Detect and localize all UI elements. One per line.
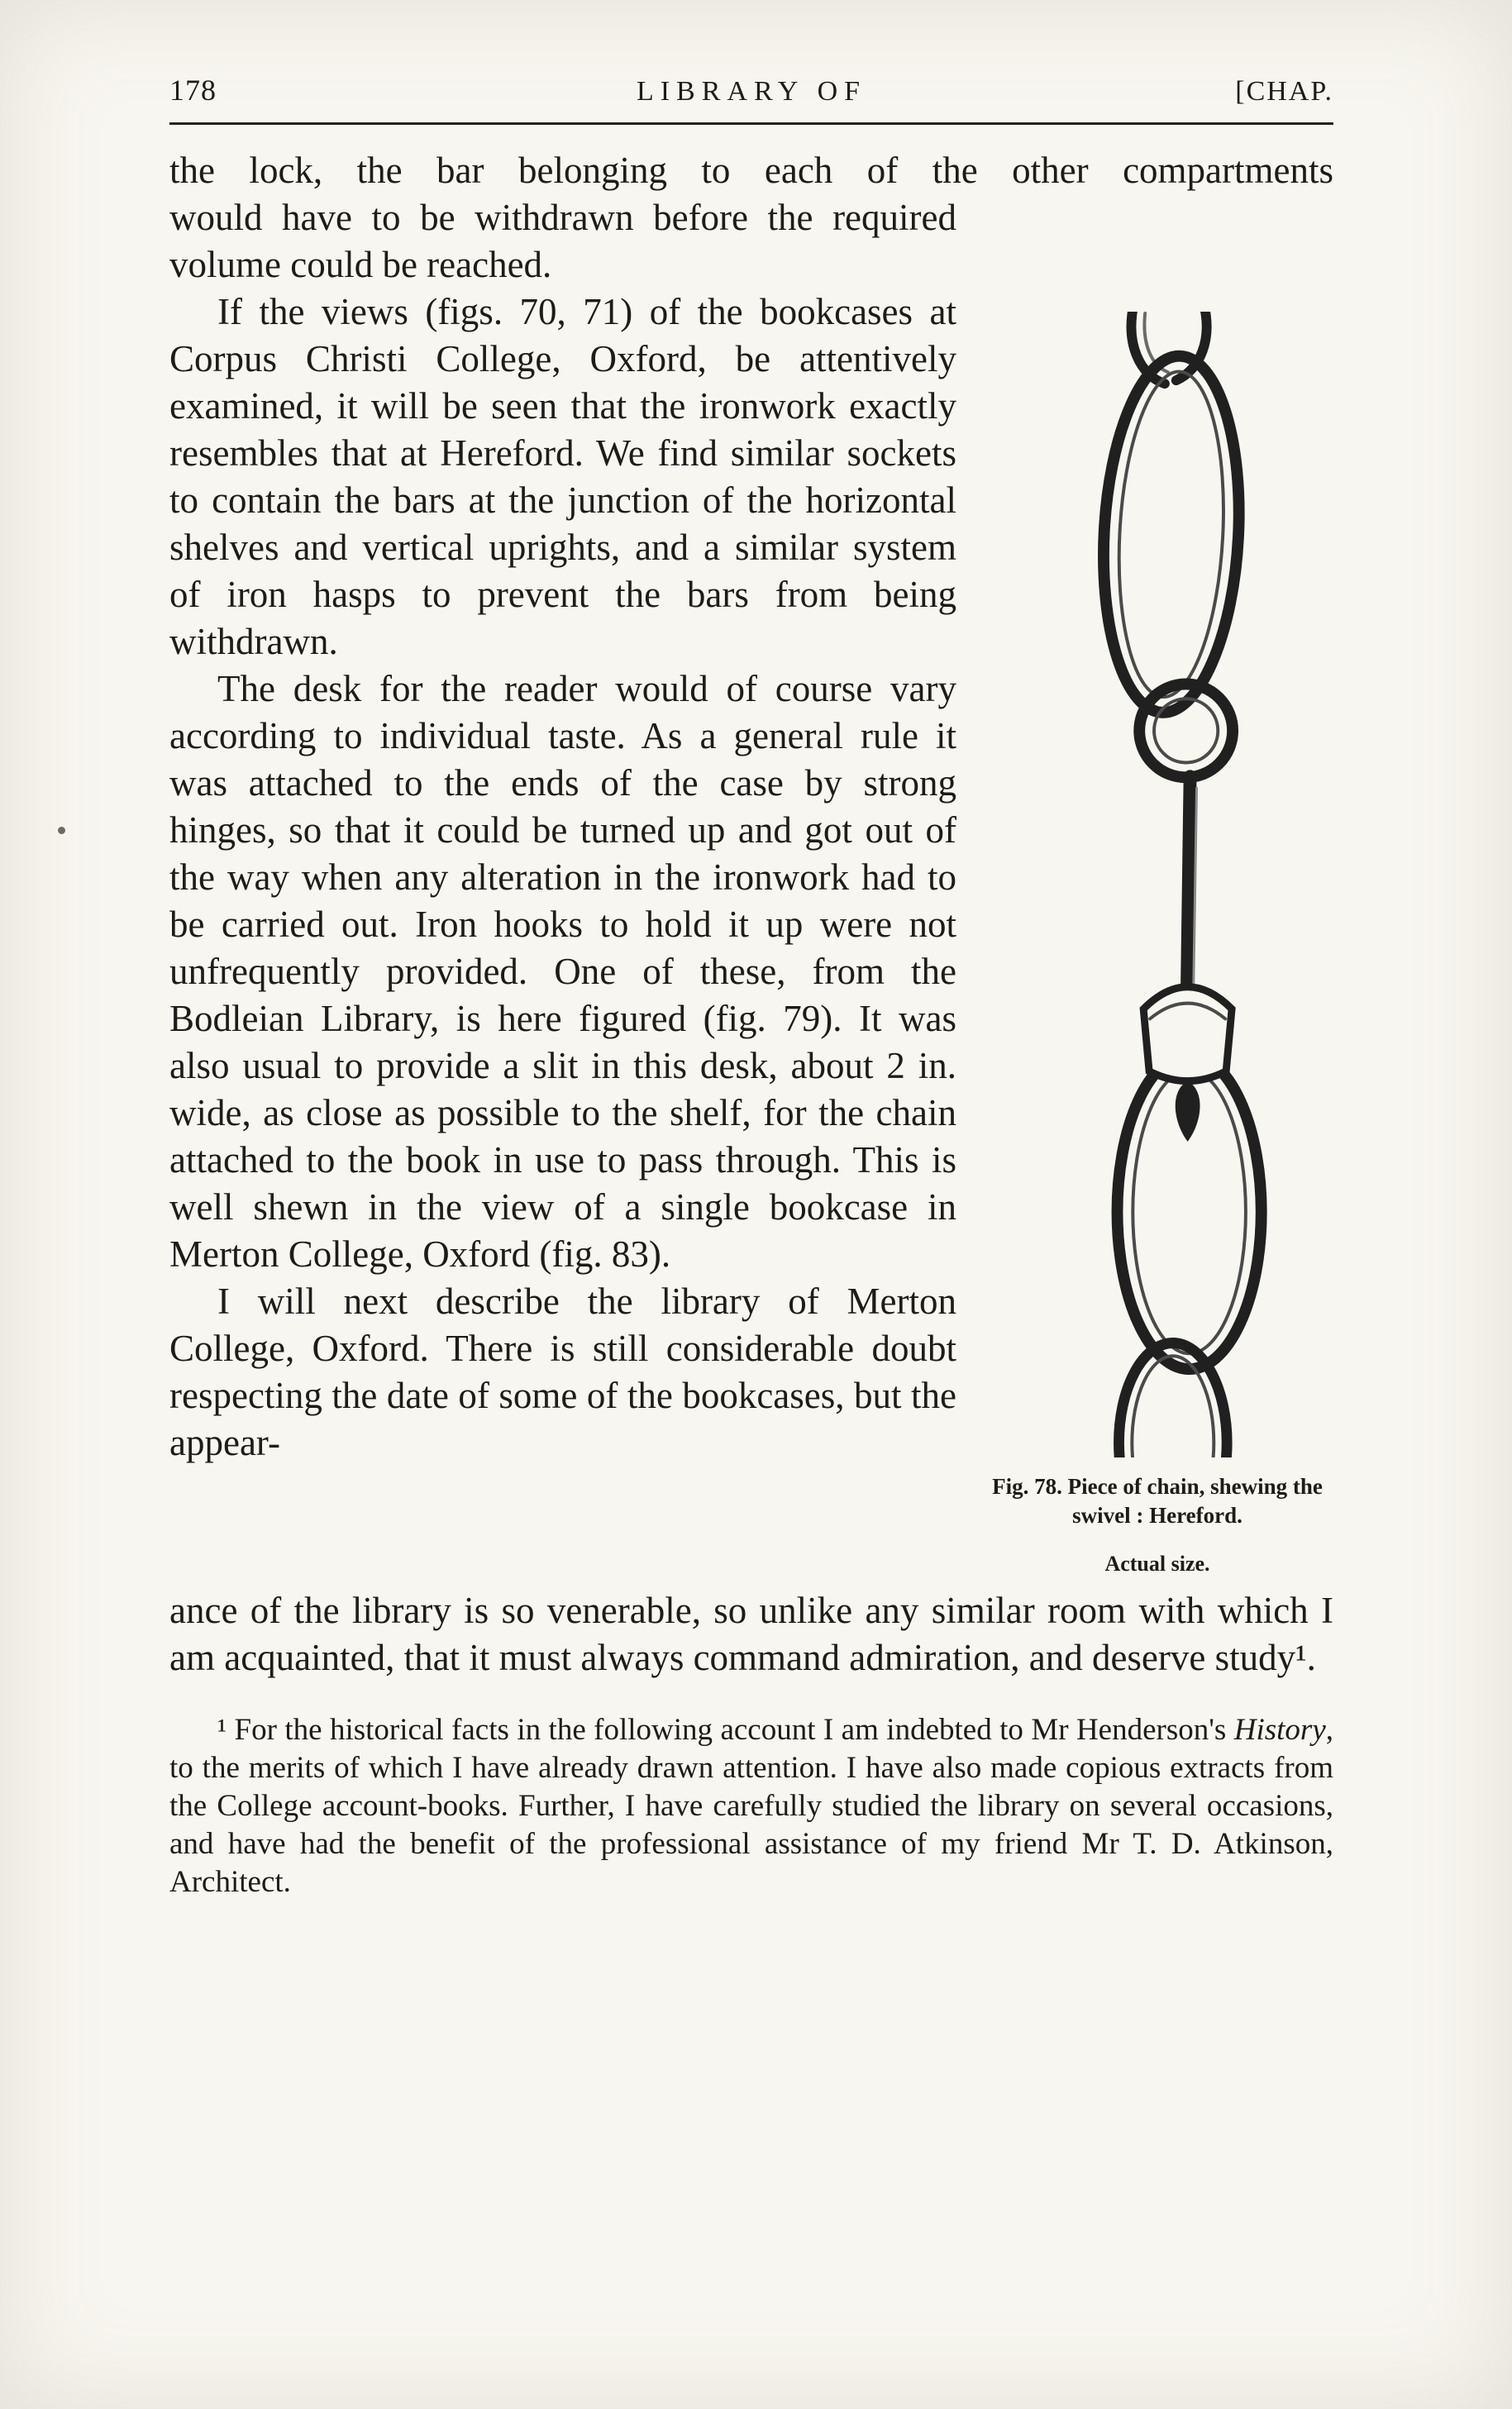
figure-caption bbox=[981, 1472, 1333, 1587]
figure-caption-size: Actual size. bbox=[1104, 1552, 1210, 1576]
text-column bbox=[169, 194, 956, 1587]
figure-78 bbox=[981, 194, 1333, 1587]
paragraph-4-column-part: I will next describe the library of Merton College, Oxford. There is still considerable doubt respecting the date of some of the bookcases, but the appear- bbox=[169, 1281, 956, 1463]
footnote-italic-title: History bbox=[1233, 1713, 1326, 1747]
figure-caption-text bbox=[981, 1472, 1333, 1530]
page-number: 178 bbox=[169, 74, 217, 107]
footnote bbox=[169, 1711, 1333, 1901]
paragraph-1-first-line: the lock, the bar belonging to each of the other compartments bbox=[169, 150, 1333, 191]
page-body bbox=[169, 147, 1333, 1901]
running-title: LIBRARY OF bbox=[636, 76, 867, 107]
figure-caption-body: Piece of chain, shewing the swivel : Hereford. bbox=[1067, 1474, 1323, 1528]
chapter-mark: [CHAP. bbox=[1235, 76, 1333, 107]
footnote-text-before: ¹ For the historical facts in the following account I am indebted to Mr Henderson's bbox=[217, 1713, 1234, 1747]
paragraph-4-full-width-part: ance of the library is so venerable, so unlike any similar room with which I am acquainted, that it must always command admiration, and deserve study¹. bbox=[169, 1590, 1333, 1678]
header-rule bbox=[169, 122, 1333, 125]
paragraph-3: The desk for the reader would of course vary according to individual taste. As a general rule it was attached to the ends of the case by strong hinges, so that it could be turned up and got out of the way when any alteration in the ironwork had to be carried out. Iron hooks to hold it up were not unfrequently provided. One of these, from the Bodleian Library, is here figured (fig. 79). It was also usual to provide a slit in this desk, about 2 in. wide, as close as possible to the shelf, for the chain attached to the book in use to pass through. This is well shewn in the view of a single bookcase in Merton College, Oxford (fig. 83). bbox=[169, 668, 956, 1275]
text-and-figure-region bbox=[169, 194, 1333, 1587]
paragraph-1-continuation: would have to be withdrawn before the required volume could be reached. bbox=[169, 197, 956, 285]
figure-caption-label: Fig. 78. bbox=[992, 1474, 1062, 1499]
chain-illustration bbox=[981, 312, 1333, 1457]
scan-speck bbox=[58, 827, 65, 834]
footnote-text-after: , to the merits of which I have already drawn attention. I have also made copious extracts from the College account-books. Further, I have carefully studied the library on several occasions, and have had the benefit of the professional assistance of my friend Mr T. D. Atkinson, Architect. bbox=[169, 1713, 1333, 1899]
page bbox=[169, 73, 1333, 1901]
paragraph-2: If the views (figs. 70, 71) of the bookcases at Corpus Christi College, Oxford, be attentively examined, it will be seen that the ironwork exactly resembles that at Hereford. We find similar sockets to contain the bars at the junction of the horizontal shelves and vertical uprights, and a similar system of iron hasps to prevent the bars from being withdrawn. bbox=[169, 291, 956, 662]
running-header bbox=[169, 73, 1333, 107]
